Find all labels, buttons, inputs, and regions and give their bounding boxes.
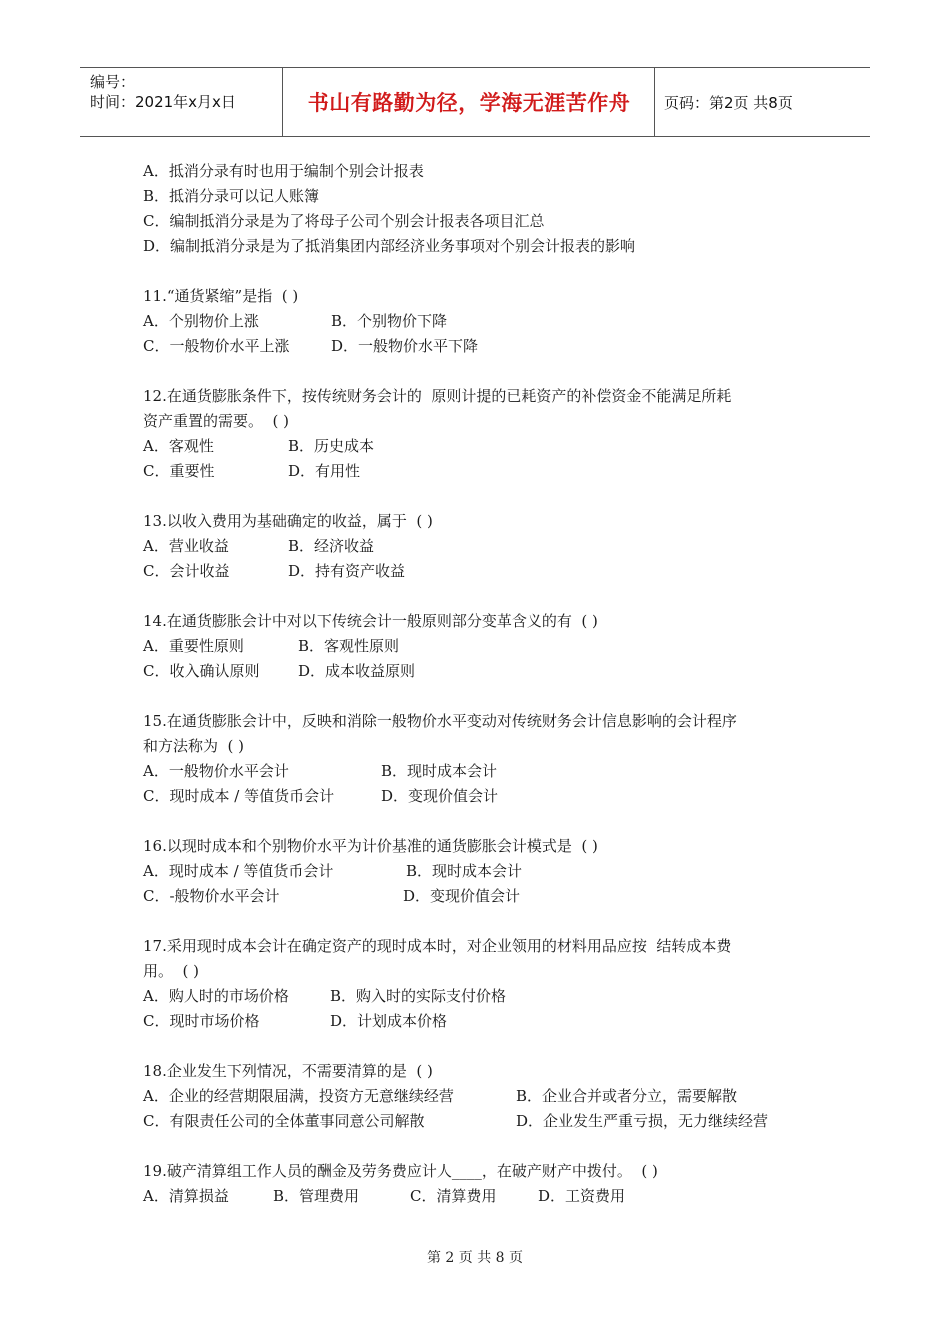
number-label: 编号： xyxy=(90,73,136,91)
q14-options-row2 xyxy=(143,659,823,684)
q12-stem-line1: 12.在通货膨胀条件下，按传统财务会计的 原则计提的已耗资产的补偿资金不能满足所耗 xyxy=(143,387,732,405)
q13-option-a: A．营业收益 xyxy=(143,537,229,555)
q15-option-a: A．一般物价水平会计 xyxy=(143,762,289,780)
q13-option-b: B．经济收益 xyxy=(288,537,375,555)
q19-options-row xyxy=(143,1184,823,1209)
q16-option-d: D．变现价值会计 xyxy=(403,887,521,905)
q16-option-b: B．现时成本会计 xyxy=(406,862,523,880)
q15-option-d: D．变现价值会计 xyxy=(381,787,499,805)
q15-stem-line2: 和方法称为 ( ) xyxy=(143,737,245,755)
q12-stem-line2: 资产重置的需要。 ( ) xyxy=(143,412,290,430)
q10-option-d: D．编制抵消分录是为了抵消集团内部经济业务事项对个别会计报表的影响 xyxy=(143,237,636,255)
q13-options-row2 xyxy=(143,559,823,584)
time-label: 时间：2021年x月x日 xyxy=(90,93,236,111)
q14-options-row1 xyxy=(143,634,823,659)
q12-options-row1 xyxy=(143,434,823,459)
q11-option-d: D．一般物价水平下降 xyxy=(331,337,479,355)
q17-options-row2 xyxy=(143,1009,823,1034)
q16-stem: 16.以现时成本和个别物价水平为计价基准的通货膨胀会计模式是 ( ) xyxy=(143,837,598,855)
q12-option-a: A．客观性 xyxy=(143,437,214,455)
q12-option-b: B．历史成本 xyxy=(288,437,375,455)
q15-option-c: C．现时成本 / 等值货币会计 xyxy=(143,787,335,805)
q17-option-b: B．购入时的实际支付价格 xyxy=(330,987,507,1005)
q13-stem: 13.以收入费用为基础确定的收益，属于 ( ) xyxy=(143,512,433,530)
q19-stem: 19.破产清算组工作人员的酬金及劳务费应计人____，在破产财产中拨付。 ( ) xyxy=(143,1162,658,1180)
q18-options-row1 xyxy=(143,1084,823,1109)
q17-options-row1 xyxy=(143,984,823,1009)
q18-stem: 18.企业发生下列情况，不需要清算的是 ( ) xyxy=(143,1062,433,1080)
header-page-info: 页码：第2页 共8页 xyxy=(664,93,793,112)
q15-options-row2 xyxy=(143,784,823,809)
q14-option-b: B．客观性原则 xyxy=(298,637,400,655)
q11-options-row2 xyxy=(143,334,823,359)
q11-option-b: B．个别物价下降 xyxy=(331,312,448,330)
q16-options-row1 xyxy=(143,859,823,884)
header-divider xyxy=(654,68,655,136)
q17-option-c: C．现时市场价格 xyxy=(143,1012,260,1030)
q18-option-a: A．企业的经营期限届满，投资方无意继续经营 xyxy=(143,1087,454,1105)
q17-stem-line2: 用。 ( ) xyxy=(143,962,200,980)
q18-option-c: C．有限责任公司的全体董事同意公司解散 xyxy=(143,1112,425,1130)
q13-options-row1 xyxy=(143,534,823,559)
q10-option-a: A．抵消分录有时也用于编制个别会计报表 xyxy=(143,162,424,180)
q16-options-row2 xyxy=(143,884,823,909)
q17-option-d: D．计划成本价格 xyxy=(330,1012,448,1030)
q11-stem: 11.“通货紧缩”是指 ( ) xyxy=(143,287,299,305)
q15-stem-line1: 15.在通货膨胀会计中，反映和消除一般物价水平变动对传统财务会计信息影响的会计程序 xyxy=(143,712,737,730)
q19-option-d: D．工资费用 xyxy=(538,1187,626,1205)
q12-options-row2 xyxy=(143,459,823,484)
q14-option-c: C．收入确认原则 xyxy=(143,662,260,680)
q14-stem: 14.在通货膨胀会计中对以下传统会计一般原则部分变革含义的有 ( ) xyxy=(143,612,598,630)
q16-option-c: C．-般物价水平会计 xyxy=(143,887,280,905)
q18-option-b: B．企业合并或者分立，需要解散 xyxy=(516,1087,738,1105)
q17-option-a: A．购人时的市场价格 xyxy=(143,987,289,1005)
document-header xyxy=(80,67,870,137)
page-footer: 第 2 页 共 8 页 xyxy=(426,1250,524,1266)
q11-options-row1 xyxy=(143,309,823,334)
q19-option-c: C．清算费用 xyxy=(410,1187,497,1205)
q12-option-d: D．有用性 xyxy=(288,462,361,480)
q14-option-d: D．成本收益原则 xyxy=(298,662,416,680)
q19-option-a: A．清算损益 xyxy=(143,1187,229,1205)
q15-options-row1 xyxy=(143,759,823,784)
q19-option-b: B．管理费用 xyxy=(273,1187,360,1205)
header-motto: 书山有路勤为径，学海无涯苦作舟 xyxy=(307,91,631,115)
q13-option-c: C．会计收益 xyxy=(143,562,230,580)
q12-option-c: C．重要性 xyxy=(143,462,215,480)
q13-option-d: D．持有资产收益 xyxy=(288,562,406,580)
q17-stem-line1: 17.采用现时成本会计在确定资产的现时成本时，对企业领用的材料用品应按 结转成本费 xyxy=(143,937,732,955)
q10-option-b: B．抵消分录可以记人账簿 xyxy=(143,187,320,205)
q11-option-c: C．一般物价水平上涨 xyxy=(143,337,290,355)
q15-option-b: B．现时成本会计 xyxy=(381,762,498,780)
header-divider xyxy=(282,68,283,136)
header-left-cell xyxy=(90,72,236,112)
q18-option-d: D．企业发生严重亏损，无力继续经营 xyxy=(516,1112,769,1130)
question-list xyxy=(143,159,823,1209)
q11-option-a: A．个别物价上涨 xyxy=(143,312,259,330)
q18-options-row2 xyxy=(143,1109,823,1134)
q10-option-c: C．编制抵消分录是为了将母子公司个别会计报表各项目汇总 xyxy=(143,212,545,230)
q16-option-a: A．现时成本 / 等值货币会计 xyxy=(143,862,334,880)
q14-option-a: A．重要性原则 xyxy=(143,637,244,655)
